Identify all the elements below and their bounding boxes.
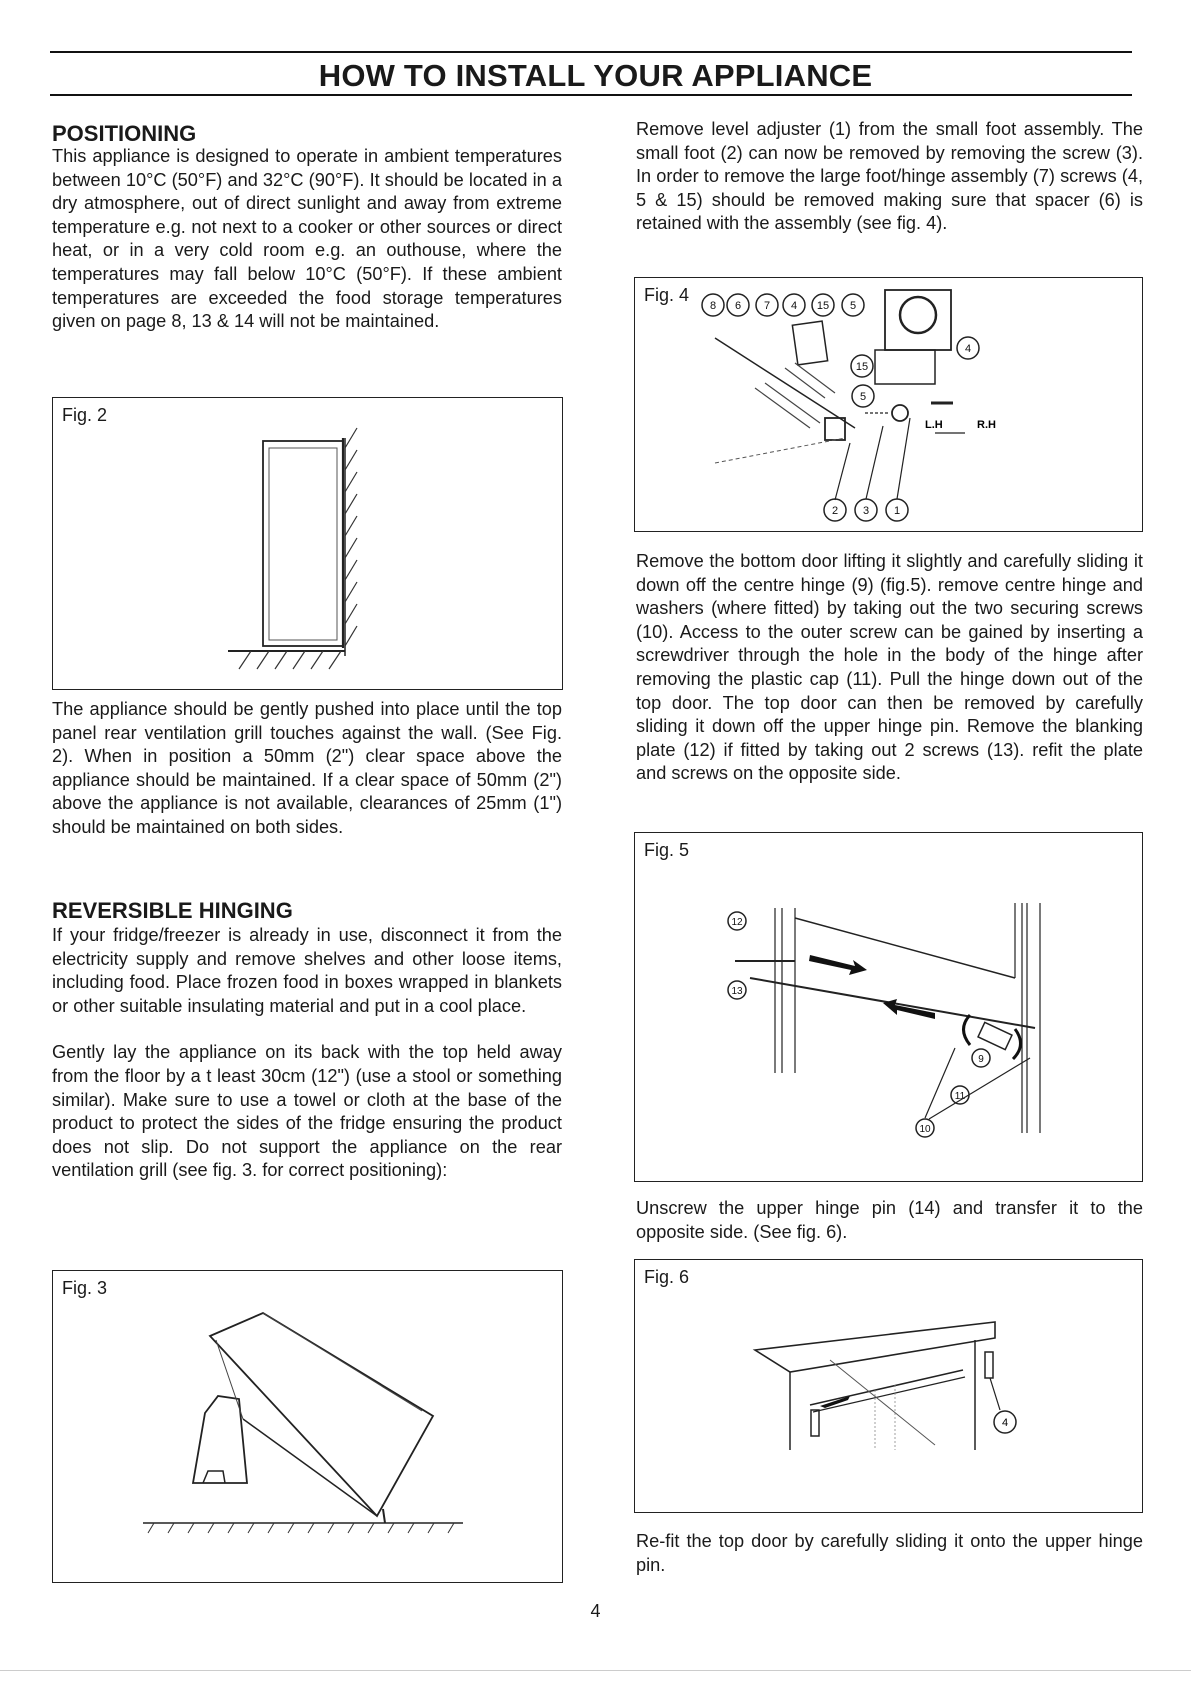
fig4-lh-label: L.H [925,419,943,431]
fig4-callout-7: 7 [763,300,771,312]
figure-4 [634,277,1143,532]
title-underline [50,94,1132,96]
fig4-callout-3: 3 [862,505,870,517]
fig4-callout-8: 8 [709,300,717,312]
page-title: HOW TO INSTALL YOUR APPLIANCE [318,58,873,93]
right-paragraph-1: Remove level adjuster (1) from the small foot assembly. The small foot (2) can now be removed by removing the screw (3). In order to remove the large foot/hinge assembly (7) screws (4, 5 & 15) should be removed making sure that spacer (6) is retained with the assembly (see fig. 4). [636,119,1143,234]
fig4-callout-6: 6 [734,300,742,312]
reversible-hinging-heading: REVERSIBLE HINGING [52,898,293,923]
fig5-callout-10: 10 [919,1124,931,1135]
page-number: 4 [590,1601,601,1621]
hinging-paragraph-1: If your fridge/freezer is already in use, disconnect it from the electricity supply and remove shelves and other loose items, including food. Place frozen food in boxes wrapped in blankets or other suitable insulating material and put in a cool place. [52,925,562,1016]
fig5-callout-11: 11 [954,1091,966,1102]
after-fig2-text [52,698,562,840]
fig4-callout-5b: 5 [859,391,867,403]
right-text-1 [636,118,1143,236]
right-paragraph-3: Unscrew the upper hinge pin (14) and transfer it to the opposite side. (See fig. 6). [636,1198,1143,1242]
fig4-label: Fig. 4 [644,285,690,305]
fig6-callout-4: 4 [1001,1417,1009,1429]
fig6-drawing [635,1260,1144,1514]
fig4-callout-1: 1 [893,505,901,517]
fig4-callout-15: 15 [816,300,830,312]
fig3-label: Fig. 3 [62,1278,108,1298]
fig4-callout-2: 2 [831,505,839,517]
after-fig2-paragraph: The appliance should be gently pushed into place until the top panel rear ventilation grill touches against the wall. (See Fig. 2). When in position a 50mm (2") clear space above the appliance should be maintained. If a clear space of 50mm (2") above the appliance is not available, clearances of 25mm (1") should be maintained on both sides. [52,699,562,837]
fig4-callout-4: 4 [790,300,798,312]
positioning-text [52,145,562,334]
fig4-rh-label: R.H [977,419,996,431]
positioning-paragraph: This appliance is designed to operate in ambient temperatures between 10°C (50°F) and 32°C (90°F). It should be located in a dry atmosphere, out of direct sunlight and away from extreme temperature e.g. not next to a cooker or other sources or direct heat, or in a very cold room e.g. an outhouse, where the temperatures may fall below 10°C (50°F). If these ambient temperatures are exceeded the food storage temperatures given on page 8, 13 & 14 will not be maintained. [52,146,562,332]
figure-3 [52,1270,563,1583]
fig4-drawing [635,278,1144,533]
figure-6 [634,1259,1143,1513]
fig5-callout-13: 13 [731,986,743,997]
top-rule [50,51,1132,53]
fig4-callout-4b: 4 [964,343,972,355]
right-text-3 [636,1197,1143,1244]
fig6-label: Fig. 6 [644,1267,690,1287]
fig3-drawing [53,1271,564,1584]
bottom-edge-line [0,1670,1191,1671]
figure-5 [634,832,1143,1182]
positioning-heading: POSITIONING [52,121,197,146]
fig4-callout-5: 5 [849,300,857,312]
hinging-text [52,924,562,1183]
fig4-callout-15b: 15 [855,361,869,373]
fig5-callout-9: 9 [978,1054,984,1065]
right-text-2 [636,550,1143,786]
fig5-drawing [635,833,1144,1183]
fig2-label: Fig. 2 [62,405,108,425]
right-paragraph-4: Re-fit the top door by carefully sliding it onto the upper hinge pin. [636,1531,1143,1575]
fig5-callout-12: 12 [731,917,743,928]
fig5-label: Fig. 5 [644,840,690,860]
hinging-paragraph-2: Gently lay the appliance on its back with the top held away from the floor by a t least 30cm (12") (use a stool or something similar). Make sure to use a towel or cloth at the base of the product to protect the sides of the fridge ensuring the product does not slip. Do not support the appliance on the rear ventilation grill (see fig. 3. for correct positioning): [52,1042,562,1181]
right-paragraph-2: Remove the bottom door lifting it slightly and carefully sliding it down off the centre hinge (9) (fig.5). remove centre hinge and washers (where fitted) by taking out the two securing screws (10). Access to the outer screw can be gained by inserting a screwdriver through the hole in the body of the hinge after removing the plastic cap (11). Pull the hinge down out of the top door. The top door can then be removed by carefully sliding it down off the upper hinge pin. Remove the blanking plate (12) if fitted by taking out 2 screws (13). refit the plate and screws on the opposite side. [636,551,1143,784]
figure-2 [52,397,563,690]
fig2-drawing [53,398,564,691]
right-text-4 [636,1530,1143,1577]
